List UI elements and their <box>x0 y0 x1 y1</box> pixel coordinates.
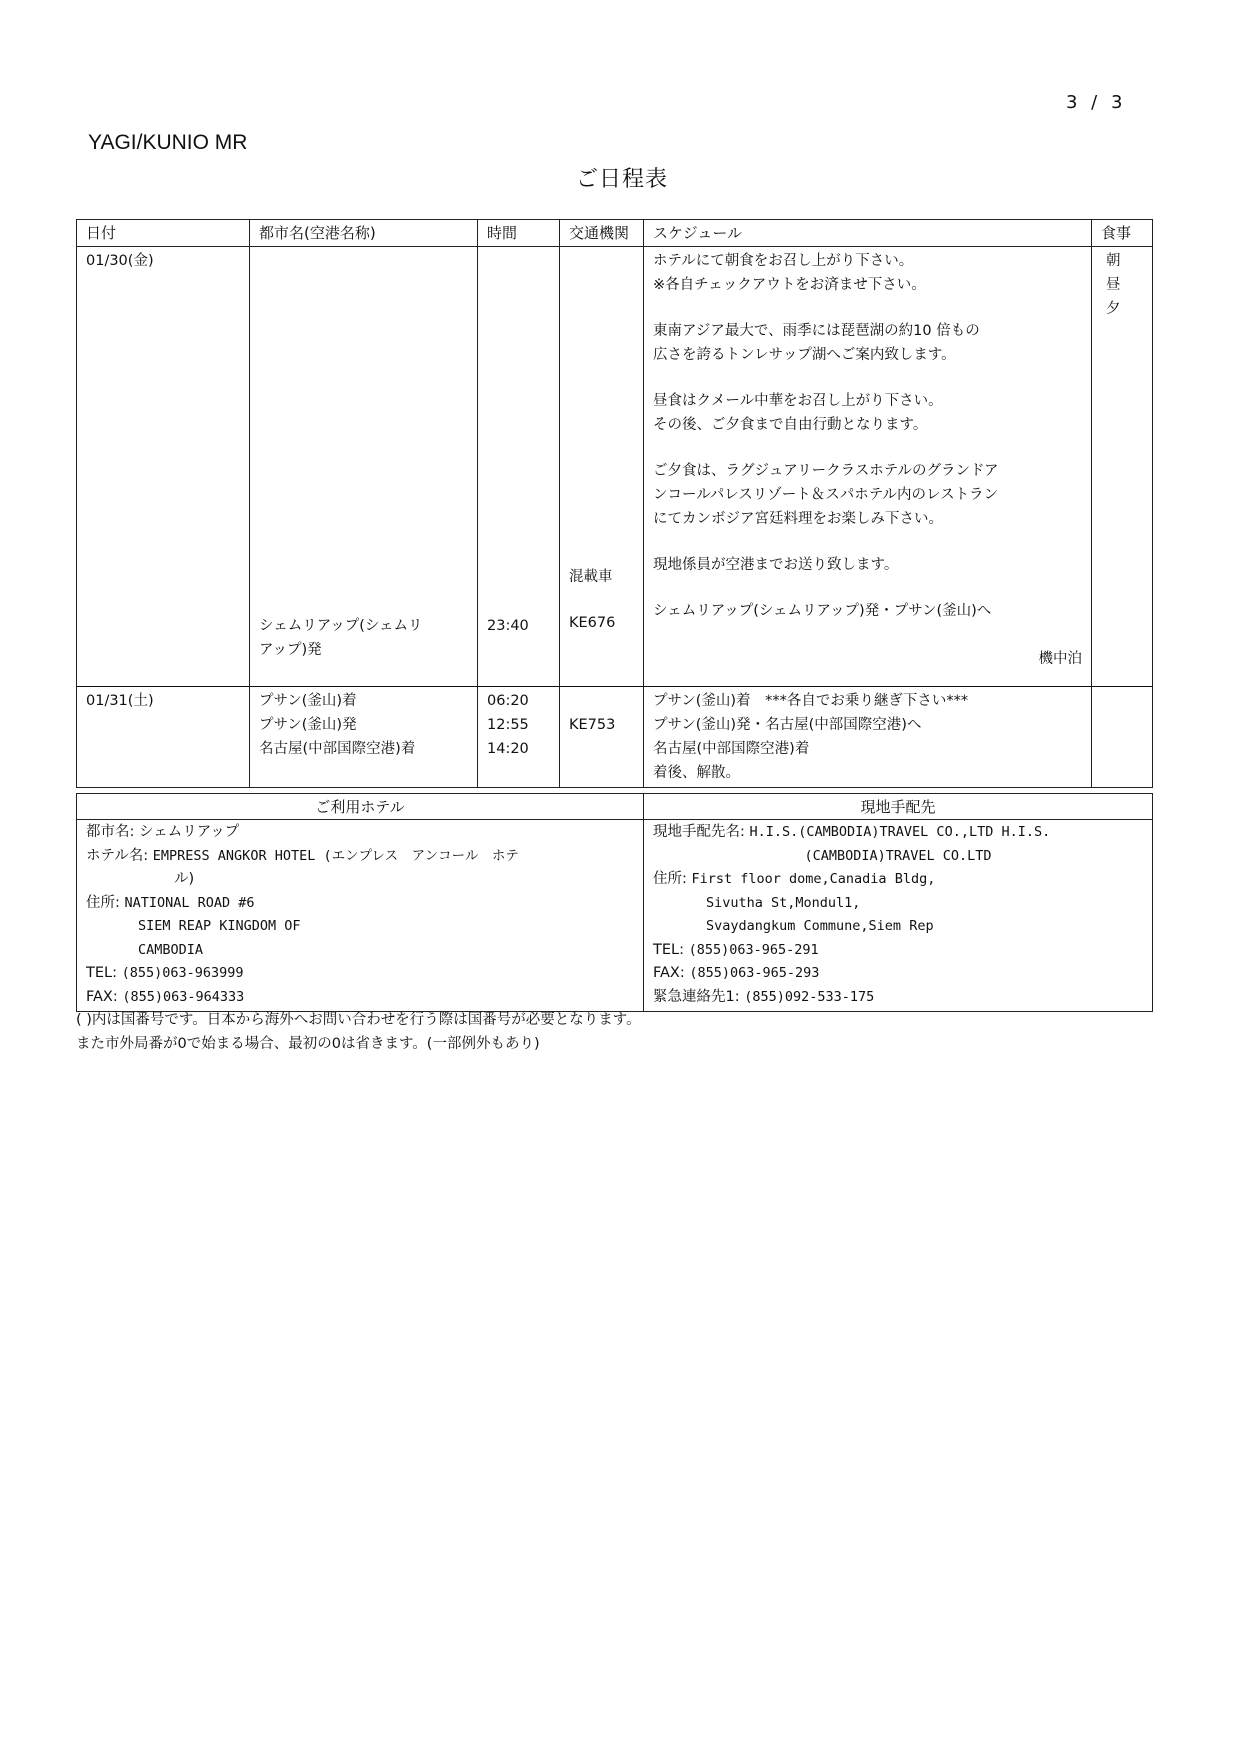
fax-label: FAX: <box>86 988 118 1005</box>
day1-transport <box>560 247 644 687</box>
schedule-line: ※各自チェックアウトをお済ませ下さい。 <box>653 277 926 293</box>
schedule-line: ご夕食は、ラグジュアリークラスホテルのグランドア <box>653 463 999 479</box>
flight-schedule: シェムリアップ(シェムリアップ)発・プサン(釜山)へ <box>653 603 992 619</box>
meal-lunch: 昼 <box>1106 277 1121 293</box>
itinerary-header-row <box>77 220 1153 247</box>
address-label: 住所: <box>86 894 120 911</box>
day-row-0131 <box>77 687 1153 788</box>
day-row-0130 <box>77 247 1153 687</box>
header-city: 都市名(空港名称) <box>250 220 478 247</box>
agent-header: 現地手配先 <box>644 794 1153 820</box>
emergency-value: (855)092-533-175 <box>744 988 875 1005</box>
passenger-name: YAGI/KUNIO MR <box>88 131 248 154</box>
departure-city-line1: シェムリアップ(シェムリ <box>259 618 423 634</box>
address-line: SIEM REAP KINGDOM OF <box>138 918 301 934</box>
header-date: 日付 <box>77 220 250 247</box>
agent-name <box>653 821 1143 845</box>
page-number: 3 / 3 <box>1066 92 1127 113</box>
day2-meals <box>1092 687 1153 788</box>
transfer-schedule: 現地係員が空港までお送り致します。 <box>653 557 899 573</box>
hotel-details <box>77 820 644 1012</box>
schedule-line: 昼食はクメール中華をお召し上がり下さい。 <box>653 393 943 409</box>
hotel-address <box>86 892 634 916</box>
hotel-header: ご利用ホテル <box>77 794 644 820</box>
hotel-name-cont: ル) <box>174 871 195 887</box>
agent-name-value: H.I.S.(CAMBODIA)TRAVEL CO.,LTD H.I.S. <box>749 824 1051 840</box>
header-time: 時間 <box>478 220 560 247</box>
day2-city <box>250 687 478 788</box>
day2-time <box>478 687 560 788</box>
meal-dinner: 夕 <box>1106 301 1121 317</box>
flight-number: KE676 <box>569 615 616 631</box>
city-line: プサン(釜山)着 <box>259 693 357 709</box>
tel-label: TEL: <box>86 965 117 981</box>
address-line: First floor dome,Canadia Bldg, <box>691 871 936 887</box>
city-line: 名古屋(中部国際空港)着 <box>259 741 416 757</box>
footnote-line: また市外局番が0で始まる場合、最初の0は省きます。(一部例外もあり) <box>76 1036 540 1052</box>
schedule-line: その後、ご夕食まで自由行動となります。 <box>653 417 928 433</box>
schedule-line: 東南アジア最大で、雨季には琵琶湖の約10 倍もの <box>653 323 980 339</box>
schedule-line: 着後、解散。 <box>653 765 740 781</box>
agent-emergency <box>653 986 1143 1010</box>
city-value: シェムリアップ <box>139 824 240 840</box>
day1-schedule <box>644 247 1092 687</box>
header-schedule: スケジュール <box>644 220 1092 247</box>
hotel-name-value: EMPRESS ANGKOR HOTEL (エンプレス アンコール ホテ <box>152 847 519 864</box>
fax-value: (855)063-965-293 <box>689 965 820 981</box>
tel-value: (855)063-963999 <box>121 965 244 981</box>
agent-name-label: 現地手配先名: <box>653 824 745 840</box>
address-line: Sivutha St,Mondul1, <box>706 894 861 911</box>
time-line: 06:20 <box>487 693 529 709</box>
agent-name-cont: (CAMBODIA)TRAVEL CO.LTD <box>804 847 992 864</box>
header-transport: 交通機関 <box>560 220 644 247</box>
departure-city-line2: アップ)発 <box>259 642 322 658</box>
footnote-line: ( )内は国番号です。日本から海外へお問い合わせを行う際は国番号が必要となります。 <box>76 1012 641 1028</box>
hotel-name <box>86 845 634 869</box>
city-line: プサン(釜山)発 <box>259 717 357 733</box>
day1-date <box>77 247 250 687</box>
day1-meals <box>1092 247 1153 687</box>
emergency-label: 緊急連絡先1: <box>653 988 740 1005</box>
page-title: ご日程表 <box>575 167 668 192</box>
meal-breakfast: 朝 <box>1106 253 1121 269</box>
schedule-line: プサン(釜山)発・名古屋(中部国際空港)へ <box>653 717 922 733</box>
hotel-fax <box>86 986 634 1010</box>
footnotes <box>76 1008 641 1056</box>
hotel-tel <box>86 962 634 986</box>
schedule-line: ンコールパレスリゾート＆スパホテル内のレストラン <box>653 487 999 503</box>
agent-address <box>653 868 1143 892</box>
schedule-line: にてカンボジア宮廷料理をお楽しみ下さい。 <box>653 511 943 527</box>
hotel-agent-table <box>76 793 1153 1012</box>
date-text: 01/30(金) <box>86 253 154 269</box>
tel-value: (855)063-965-291 <box>688 941 819 958</box>
date-text: 01/31(土) <box>86 693 154 709</box>
time-line: 12:55 <box>487 717 529 733</box>
transfer-transport: 混載車 <box>569 569 613 585</box>
time-line: 14:20 <box>487 741 529 757</box>
address-label: 住所: <box>653 871 687 887</box>
flight-number: KE753 <box>569 717 616 733</box>
agent-details <box>644 820 1153 1012</box>
address-line: CAMBODIA <box>138 941 204 958</box>
day2-schedule <box>644 687 1092 788</box>
header-meal: 食事 <box>1092 220 1153 247</box>
schedule-line: ホテルにて朝食をお召し上がり下さい。 <box>653 253 914 269</box>
hotel-name-label: ホテル名: <box>86 847 149 864</box>
agent-fax <box>653 962 1143 986</box>
schedule-line: 広さを誇るトンレサップ湖へご案内致します。 <box>653 347 956 363</box>
day1-time <box>478 247 560 687</box>
schedule-line: プサン(釜山)着 ***各自でお乗り継ぎ下さい*** <box>653 693 969 709</box>
departure-time: 23:40 <box>487 618 529 634</box>
hotel-agent-header-row <box>77 794 1153 820</box>
overnight-note: 機中泊 <box>1038 651 1082 667</box>
day2-transport <box>560 687 644 788</box>
address-line: NATIONAL ROAD #6 <box>124 894 255 911</box>
address-line: Svaydangkum Commune,Siem Rep <box>706 918 934 934</box>
fax-value: (855)063-964333 <box>122 988 245 1005</box>
agent-tel <box>653 939 1143 963</box>
day1-city <box>250 247 478 687</box>
fax-label: FAX: <box>653 965 685 981</box>
city-label: 都市名: <box>86 824 135 840</box>
day2-date <box>77 687 250 788</box>
tel-label: TEL: <box>653 941 684 958</box>
hotel-city <box>86 821 634 845</box>
hotel-agent-body-row <box>77 820 1153 1012</box>
itinerary-table <box>76 219 1153 788</box>
schedule-line: 名古屋(中部国際空港)着 <box>653 741 810 757</box>
